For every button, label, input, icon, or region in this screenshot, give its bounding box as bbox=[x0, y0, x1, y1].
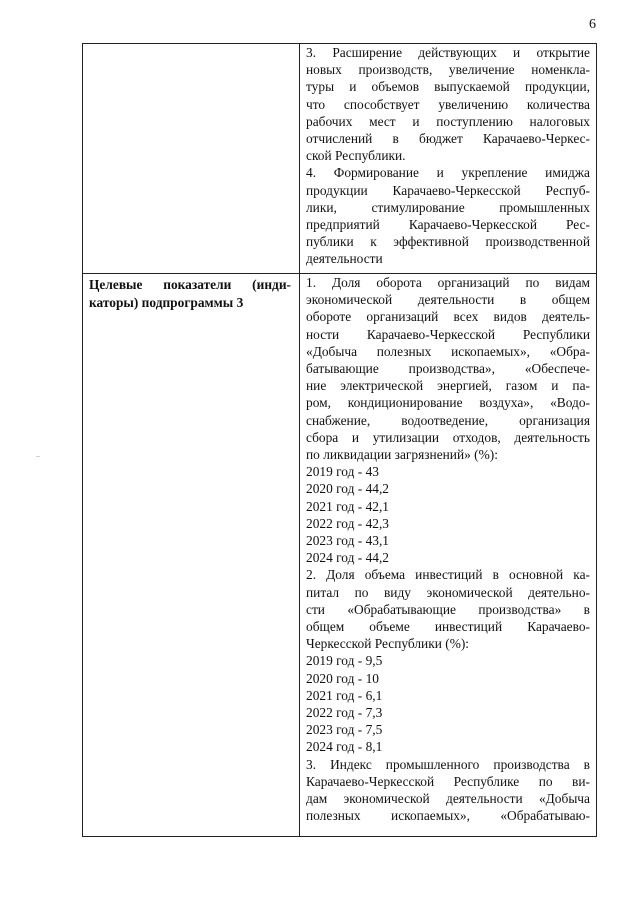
text-line: дам экономической деятельности «Добыча bbox=[306, 791, 590, 807]
row1-label-cell bbox=[83, 44, 300, 274]
text-line: туры и объемов выпускаемой продукции, bbox=[306, 79, 590, 95]
label-line: Целевые показатели (инди- bbox=[89, 277, 291, 292]
text-line: обороте организаций всех видов деятель- bbox=[306, 309, 590, 325]
text-line: Черкесской Республики (%): bbox=[306, 636, 470, 652]
text-line: 2020 год - 10 bbox=[306, 670, 379, 686]
row2-label-cell bbox=[83, 274, 300, 837]
text-line: ние электрической энергией, газом и па- bbox=[306, 378, 590, 394]
text-line: 2023 год - 43,1 bbox=[306, 533, 389, 549]
text-line: 2020 год - 44,2 bbox=[306, 481, 389, 497]
text-line: что способствует увеличению количества bbox=[306, 96, 590, 112]
text-line: продукции Карачаево-Черкесской Респуб- bbox=[306, 182, 590, 198]
program-passport-table bbox=[82, 43, 597, 837]
table-row bbox=[83, 44, 597, 274]
table-row bbox=[83, 274, 597, 837]
text-line: батывающие производства», «Обеспече- bbox=[306, 361, 590, 377]
text-line: «Добыча полезных ископаемых», «Обра- bbox=[306, 343, 590, 359]
text-line: публики к эффективной производственной bbox=[306, 234, 590, 250]
text-line: 2022 год - 42,3 bbox=[306, 515, 389, 531]
text-line: ской Республики. bbox=[306, 148, 406, 164]
row1-label bbox=[83, 44, 299, 46]
text-line: полезных ископаемых», «Обрабатываю- bbox=[306, 808, 590, 824]
margin-mark bbox=[36, 456, 40, 457]
text-line: 1. Доля оборота организаций по видам bbox=[306, 275, 590, 290]
text-line: Карачаево-Черкесской Республике по ви- bbox=[306, 773, 590, 789]
row2-content bbox=[300, 274, 596, 825]
text-line: рабочих мест и поступлению налоговых bbox=[306, 113, 590, 129]
text-line: сбора и утилизации отходов, деятельность bbox=[306, 429, 590, 445]
text-line: ром, кондиционирование воздуха», «Водо- bbox=[306, 395, 590, 411]
text-line: 2022 год - 7,3 bbox=[306, 705, 383, 721]
text-line: лики, стимулирование промышленных bbox=[306, 199, 590, 215]
text-line: деятельности bbox=[306, 251, 383, 267]
text-line: 2021 год - 42,1 bbox=[306, 498, 389, 514]
row2-label bbox=[83, 274, 299, 312]
text-line: 3. Индекс промышленного производства в bbox=[306, 756, 590, 772]
text-line: 2021 год - 6,1 bbox=[306, 687, 383, 703]
text-line: новых производств, увеличение номенкла- bbox=[306, 62, 590, 78]
text-line: 2. Доля объема инвестиций в основной ка- bbox=[306, 567, 590, 583]
row1-content-cell bbox=[300, 44, 597, 274]
page-number: 6 bbox=[589, 17, 596, 32]
text-line: 2019 год - 9,5 bbox=[306, 653, 383, 669]
text-line: ности Карачаево-Черкесской Республики bbox=[306, 326, 590, 342]
text-line: общем объеме инвестиций Карачаево- bbox=[306, 619, 590, 635]
text-line: 2024 год - 44,2 bbox=[306, 550, 389, 566]
text-line: питал по виду экономической деятельно- bbox=[306, 584, 590, 600]
text-line: снабжение, водоотведение, организация bbox=[306, 412, 590, 428]
text-line: 2024 год - 8,1 bbox=[306, 739, 383, 755]
text-line: 4. Формирование и укрепление имиджа bbox=[306, 165, 590, 181]
text-line: отчислений в бюджет Карачаево-Черкес- bbox=[306, 131, 590, 147]
row2-content-cell bbox=[300, 274, 597, 837]
text-line: 2019 год - 43 bbox=[306, 464, 379, 480]
label-line: каторы) подпрограммы 3 bbox=[89, 295, 244, 310]
text-line: 3. Расширение действующих и открытие bbox=[306, 45, 590, 60]
text-line: предприятий Карачаево-Черкесской Рес- bbox=[306, 217, 590, 233]
text-line: 2023 год - 7,5 bbox=[306, 722, 383, 738]
text-line: экономической деятельности в общем bbox=[306, 292, 590, 308]
row1-content bbox=[300, 44, 596, 268]
text-line: сти «Обрабатывающие производства» в bbox=[306, 601, 590, 617]
text-line: по ликвидации загрязнений» (%): bbox=[306, 447, 498, 463]
